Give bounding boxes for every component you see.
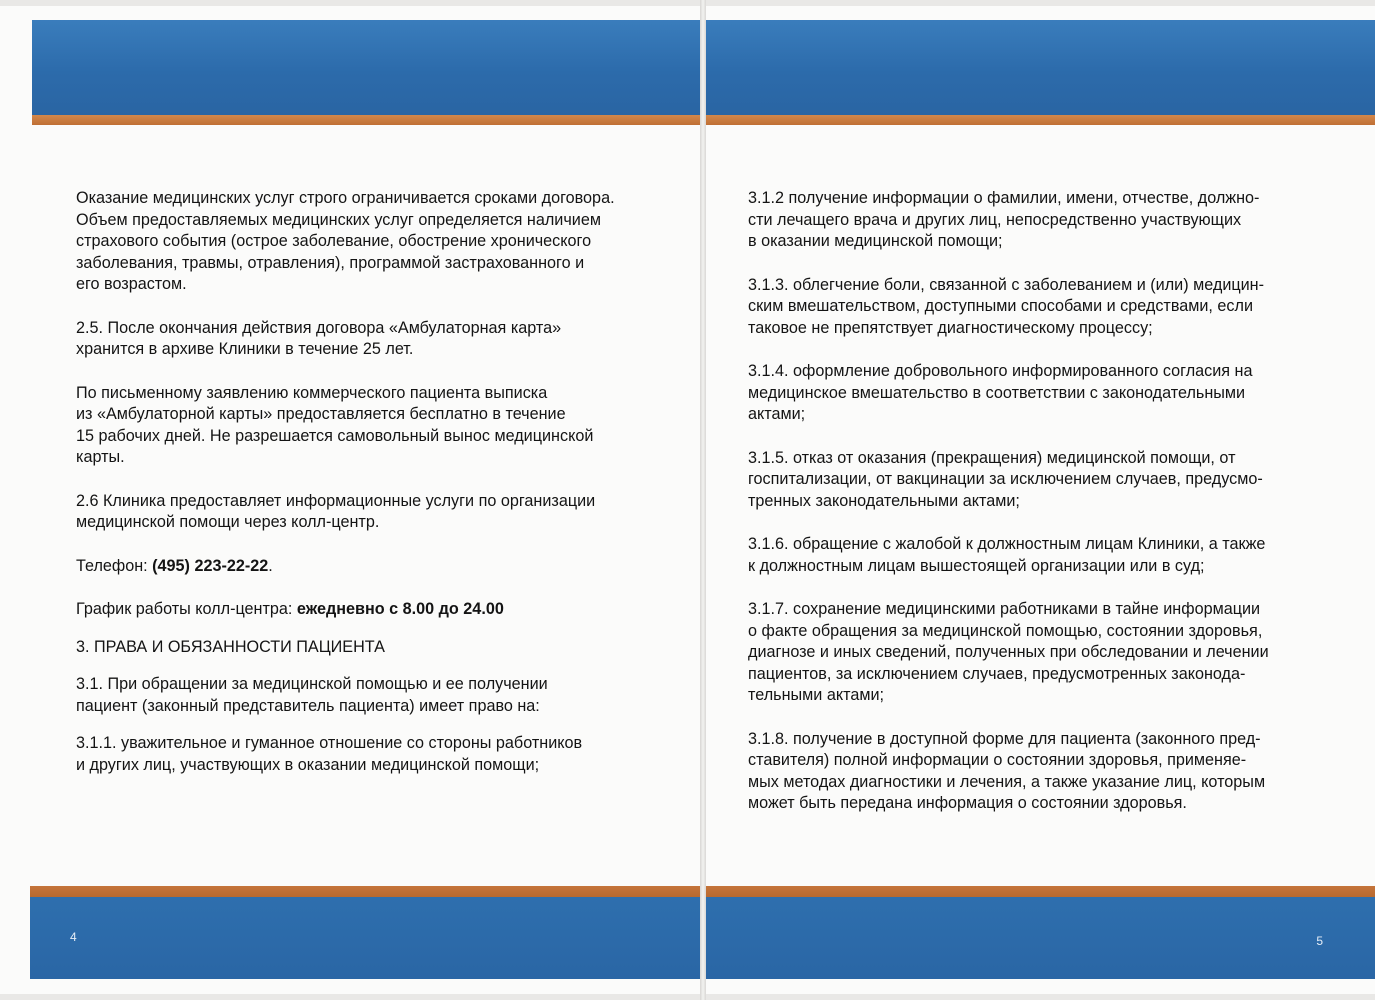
text-line: диагнозе и иных сведений, полученных при обследовании и лечении <box>748 643 1269 661</box>
text-line: мых методах диагностики и лечения, а также указание лиц, которым <box>748 772 1266 791</box>
paragraph-3-1-6 <box>748 534 1348 577</box>
text-line: тренных законодательными актами; <box>748 491 1020 510</box>
footer-stripe <box>30 886 700 897</box>
text-line: 3.1.7. сохранение медицинскими работниками в тайне информации <box>748 600 1261 618</box>
phone-line <box>76 556 676 578</box>
text-line: в оказании медицинской помощи; <box>748 232 1003 250</box>
text-line: госпитализации, от вакцинации за исключением случаев, предусмо- <box>748 470 1263 488</box>
text-line: 3.1.2 получение информации о фамилии, имени, отчестве, должно- <box>748 189 1260 207</box>
text-line: 2.6 Клиника предоставляет информационные услуги по организации <box>76 491 596 510</box>
text-line: 3.1.8. получение в доступной форме для пациента (законного пред- <box>748 729 1261 748</box>
text-line: сти лечащего врача и других лиц, непосредственно участвующих <box>748 210 1242 229</box>
schedule-line <box>76 599 676 621</box>
header-band <box>32 20 700 115</box>
text-line: 3.1.4. оформление добровольного информированного согласия на <box>748 362 1253 380</box>
text-line: 2.5. После окончания действия договора «Амбулаторная карта» <box>76 318 562 337</box>
text-line: может быть передана информация о состоянии здоровья. <box>748 794 1187 812</box>
page-left <box>0 6 700 994</box>
phone-label: Телефон: <box>76 556 148 575</box>
paragraph-3-1-7 <box>748 599 1348 707</box>
text-line: тельными актами; <box>748 686 884 704</box>
text-line: страхового события (острое заболевание, обострение хронического <box>76 232 592 250</box>
text-line: его возрастом. <box>76 275 187 293</box>
paragraph-3-1-4 <box>748 361 1348 426</box>
paragraph-scope <box>76 188 676 296</box>
header-stripe <box>32 115 700 125</box>
section-heading <box>76 637 676 659</box>
paragraph-3-1 <box>76 674 676 717</box>
paragraph-2-5 <box>76 318 676 361</box>
paragraph-3-1-2 <box>748 188 1348 253</box>
phone-suffix: . <box>268 556 273 575</box>
text-line: актами; <box>748 405 806 423</box>
text-line: и других лиц, участвующих в оказании медицинской помощи; <box>76 755 540 774</box>
paragraph-2-6 <box>76 491 676 534</box>
text-line: карты. <box>76 448 125 466</box>
text-line: пациентов, за исключением случаев, предусмотренных законода- <box>748 664 1246 683</box>
paragraph-3-1-8 <box>748 729 1348 815</box>
header-band <box>706 20 1375 115</box>
page-number: 4 <box>70 930 77 944</box>
text-line: 3.1.1. уважительное и гуманное отношение со стороны работников <box>76 734 583 752</box>
right-page-text <box>748 188 1348 837</box>
schedule-label: График работы колл-центра: <box>76 600 293 618</box>
text-line: хранится в архиве Клиники в течение 25 лет. <box>76 340 414 358</box>
schedule-value: ежедневно с 8.00 до 24.00 <box>296 600 504 618</box>
text-line: По письменному заявлению коммерческого пациента выписка <box>76 383 548 402</box>
section-title: 3. ПРАВА И ОБЯЗАННОСТИ ПАЦИЕНТА <box>76 637 385 656</box>
text-line: о факте обращения за медицинской помощью, состоянии здоровья, <box>748 621 1263 640</box>
paragraph-extract <box>76 383 676 469</box>
text-line: ским вмешательством, доступными способами и средствами, если <box>748 297 1254 315</box>
text-line: ставителя) полной информации о состоянии здоровья, применяе- <box>748 751 1247 769</box>
footer-band <box>706 897 1375 979</box>
text-line: к должностным лицам вышестоящей организации или в суд; <box>748 556 1205 575</box>
phone-number: (495) 223-22-22 <box>152 556 269 575</box>
page-number: 5 <box>1316 934 1323 948</box>
text-line: Объем предоставляемых медицинских услуг определяется наличием <box>76 210 601 229</box>
text-line: медицинское вмешательство в соответствии с законодательными <box>748 383 1246 402</box>
text-line: таковое не препятствует диагностическому процессу; <box>748 318 1153 337</box>
text-line: пациент (законный представитель пациента) имеет право на: <box>76 696 540 715</box>
text-line: Оказание медицинских услуг строго ограничивается сроками договора. <box>76 189 615 207</box>
footer-stripe <box>706 886 1375 897</box>
text-line: 3.1.3. облегчение боли, связанной с заболеванием и (или) медицин- <box>748 275 1265 294</box>
paragraph-3-1-1 <box>76 733 676 776</box>
text-line: медицинской помощи через колл-центр. <box>76 513 380 531</box>
paragraph-3-1-5 <box>748 448 1348 513</box>
header-stripe <box>706 115 1375 125</box>
text-line: заболевания, травмы, отравления), программой застрахованного и <box>76 253 585 272</box>
text-line: 3.1.5. отказ от оказания (прекращения) медицинской помощи, от <box>748 448 1236 467</box>
text-line: из «Амбулаторной карты» предоставляется бесплатно в течение <box>76 405 566 423</box>
text-line: 3.1.6. обращение с жалобой к должностным лицам Клиники, а также <box>748 535 1266 553</box>
left-page-text <box>76 188 676 798</box>
text-line: 15 рабочих дней. Не разрешается самовольный вынос медицинской <box>76 426 594 445</box>
paragraph-3-1-3 <box>748 275 1348 340</box>
page-right <box>706 6 1375 994</box>
footer-band <box>30 897 700 979</box>
text-line: 3.1. При обращении за медицинской помощью и ее получении <box>76 675 548 693</box>
